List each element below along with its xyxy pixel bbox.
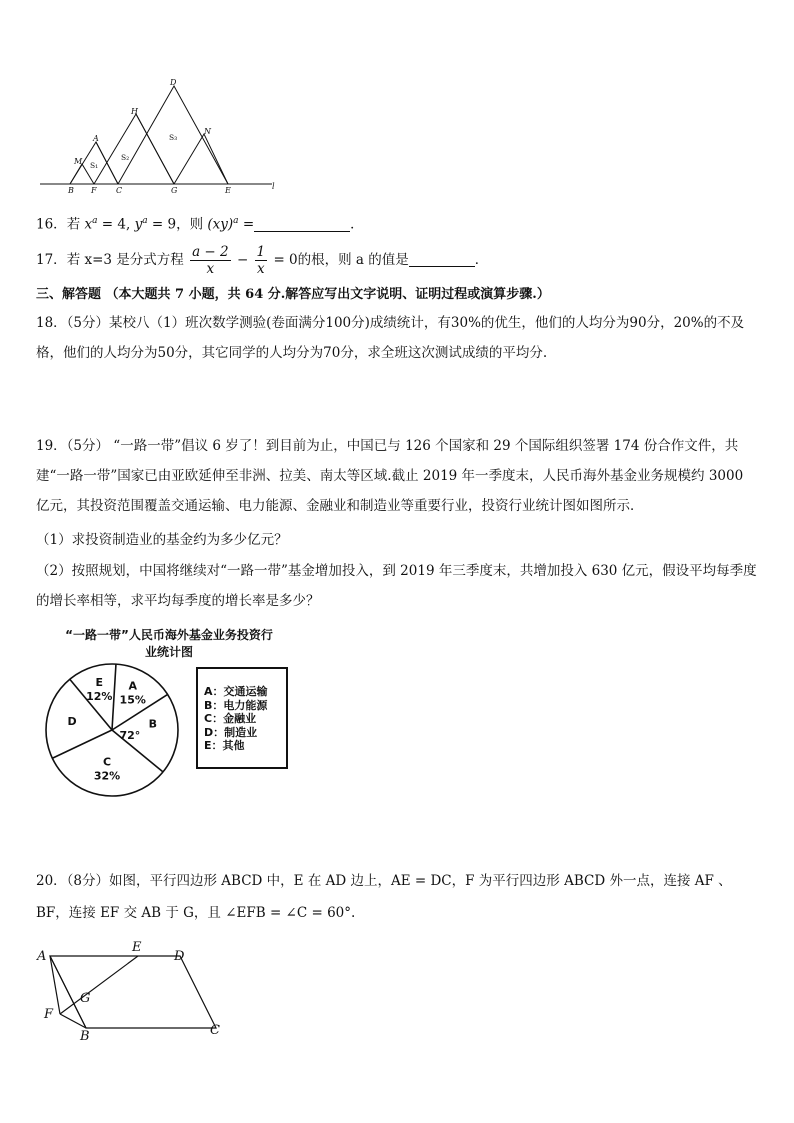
label-S3: S₃ — [169, 133, 178, 142]
label-A: A — [37, 949, 47, 964]
label-l: l — [272, 182, 275, 191]
answer-blank-16[interactable] — [254, 217, 350, 232]
label-F: F — [44, 1007, 54, 1022]
label-E: E — [132, 940, 142, 955]
label-F: F — [91, 186, 97, 195]
label-G: G — [171, 186, 178, 195]
label-E: E — [225, 186, 231, 195]
label-S2: S₂ — [121, 153, 130, 162]
legend-item-b: B：电力能源 — [204, 698, 268, 712]
label-C: C — [116, 186, 123, 195]
label-B: B — [80, 1029, 90, 1044]
chart-title: “一路一带”人民币海外基金业务投资行 业统计图 — [65, 628, 273, 659]
fraction-1-over-x: $\frac{1}{x}$ — [256, 244, 266, 277]
label-H: H — [131, 107, 138, 116]
pie-label-c: C — [102, 755, 112, 769]
label-S1: S₁ — [90, 161, 99, 170]
label-D: D — [174, 949, 185, 964]
pie-label-a: A — [128, 679, 137, 693]
pie-value-b: 72° — [119, 728, 141, 742]
section-header: 三、解答题 （本大题共 7 小题，共 64 分.解答应写出文字说明、证明过程或演算步骤.） — [36, 287, 550, 302]
triangle-sequence-figure — [36, 76, 286, 196]
label-B: B — [68, 186, 74, 195]
pie-label-e: E — [95, 676, 104, 690]
label-M: M — [74, 157, 83, 166]
pie-label-b: B — [148, 717, 158, 731]
legend-item-e: E：其他 — [204, 739, 245, 752]
parallelogram-figure — [34, 936, 234, 1046]
fraction-a-minus-2-over-x: $\frac{a - 2}{x}$ — [192, 244, 229, 277]
question-18: 18．（5分）某校八（1）班次数学测验(卷面满分100分)成绩统计，有30%的优生，他们的人均分为90分，20%的不及格，他们的人均分为50分，其它同学的人均分为70分，求全班这次测试成绩的平均分. — [36, 315, 745, 361]
question-20-line1: 20．（8分）如图，平行四边形 ABCD 中，E 在 AD 边上，AE = DC，F 为平行四边形 ABCD 外一点，连接 AF 、 — [36, 873, 732, 889]
legend-item-c: C：金融业 — [204, 712, 257, 725]
question-19: 19．（5分） “一路一带”倡议 6 岁了！到目前为止，中国已与 126 个国家和 29 个国际组织签署 174 份合作文件，共建“一路一带”国家已由亚欧延伸至非洲、拉美、南太等区域.截止 2019 年一季度末，人民币海外基金业务规模约 3000 亿元，其投资范围覆盖交通运输、电力能源、金融业和制造业等重要行业，投资行业统计图如图所示． — [36, 438, 744, 514]
legend-item-d: D：制造业 — [204, 725, 258, 739]
answer-blank-17[interactable] — [409, 252, 475, 267]
chart-legend — [196, 667, 288, 769]
question-19-part2: （2）按照规划，中国将继续对“一路一带”基金增加投入，到 2019 年三季度末，共增加投入 630 亿元，假设平均每季度的增长率相等，求平均每季度的增长率是多少？ — [36, 563, 757, 609]
pie-value-e: 12% — [86, 690, 113, 704]
question-17: 17．若 x=3 是分式方程 $\frac{a - 2}{x}$ − $\frac{1}{x}$ = 0的根，则 a 的值是 ． — [36, 244, 489, 277]
pie-chart — [44, 662, 180, 798]
legend-item-a: A：交通运输 — [204, 685, 268, 698]
pie-value-c: 32% — [93, 769, 121, 783]
label-A: A — [93, 134, 99, 143]
label-C: C — [210, 1023, 220, 1038]
question-20-line2: BF，连接 EF 交 AB 于 G，且 ∠EFB = ∠C = 60°. — [36, 905, 356, 921]
question-16: 16．若 $x^a = 4$, $y^a = 9$，则 (xy)$^a$ = ． — [36, 216, 364, 233]
label-G: G — [80, 991, 91, 1006]
pie-label-d: D — [67, 715, 77, 729]
label-N: N — [204, 127, 211, 136]
label-D: D — [170, 78, 177, 87]
pie-value-a: 15% — [119, 693, 146, 707]
question-19-part1: （1）求投资制造业的基金约为多少亿元？ — [36, 532, 288, 548]
